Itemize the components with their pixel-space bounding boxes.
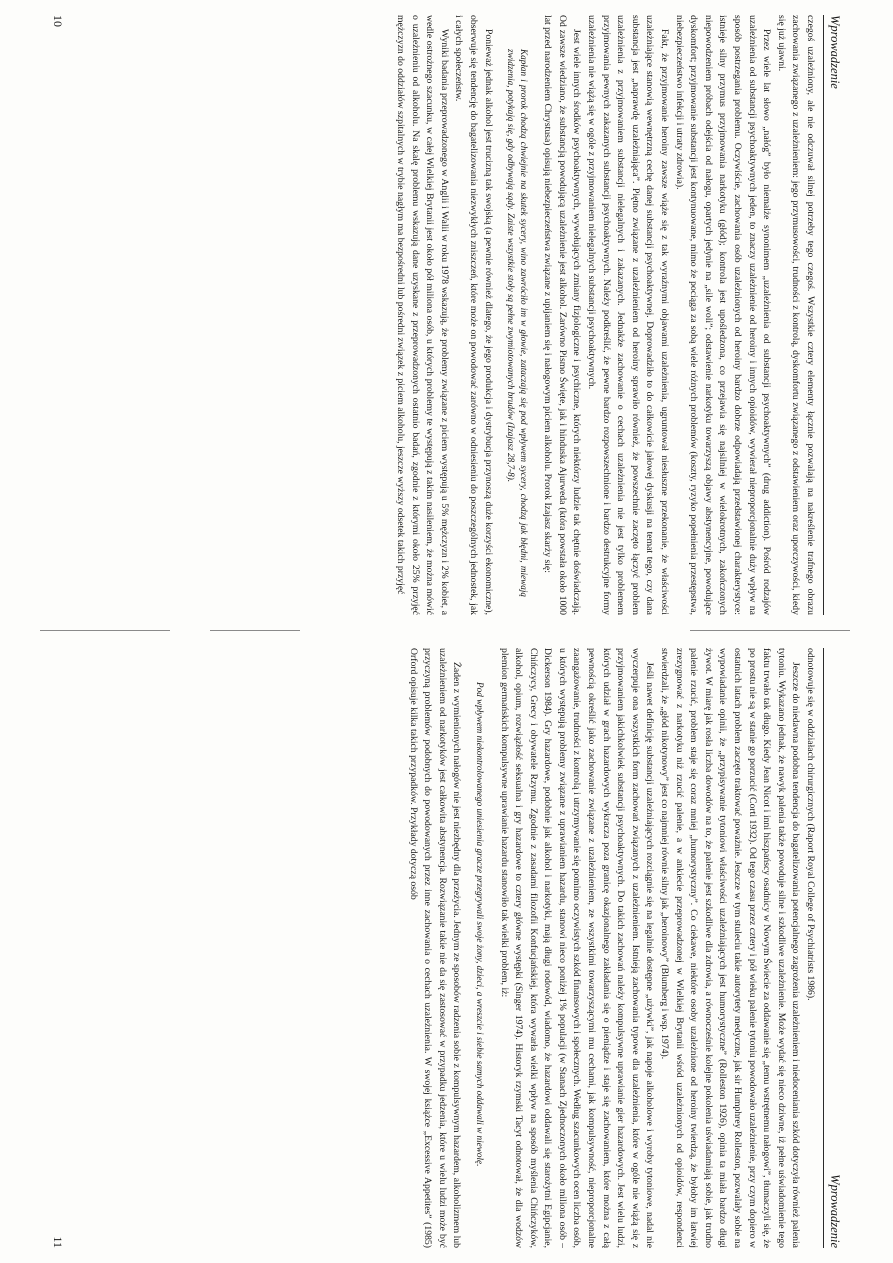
running-head: Wprowadzenie <box>823 648 846 1248</box>
gutter-divider <box>690 630 850 631</box>
paragraph: Jest wiele innych środków psychoaktywnych, wywołujących zmiany fizjologiczne i psychiczne, których niektórzy ludzie tak chętnie doświadczają. Od zawsze wiedziano, że substancją powodującą uzależnienie jest alkohol. Zarówno Pismo Święte, jak i hinduska Ajurweda (która powstała około 1000 lat przed narodzeniem Chrystusa) opisują niebezpieczeństwa związane z upijaniem się i nałogowym piciem alkoholu. Prorok Izajasz skarży się: <box>542 15 583 615</box>
body-text <box>75 648 823 1248</box>
body-text <box>75 15 823 615</box>
block-quote: Kapłan i prorok chodzą chwiejnie na skutek sycery, wino zawróciło im w głowie, zataczają się pod wpływem sycery, chodzą jak błędni, miewają zwidzenia, potykają się, gdy odbywają sądy. Zaiste wszystkie stoły są pełne zwymiotowanych brudów (Izajasz 28,7-8). <box>506 49 529 597</box>
paragraph: Wyniki badania przeprowadzonego w Anglii i Walii w roku 1978 wskazują, że problemy związane z piciem występują u 5% mężczyzn i 2% kobiet, a wedle ostrożnego szacunku, w całej Wielkiej Brytanii jest około pół miliona osób, u których problemy te występują z takim nasileniem, że można mówić o uzależnieniu od alkoholu. Na skalę problemu wskazują dane uzyskane z przeprowadzonych ostatnio badań, zgodnie z którymi około 25% przyjęć mężczyzn do oddziałów szpitalnych w trybie nagłym ma bezpośredni lub pośredni związek z piciem alkoholu, jeszcze wyższy odsetek takich przyjęć <box>394 15 450 615</box>
left-page <box>0 0 893 630</box>
paragraph: Przez wiele lat słowo „nałóg” było niemalże synonimem „uzależnienia od substancji psychoaktywnych” (drug addiction). Pośród rodzajów uzależnienia od substancji psychoaktywnych jeden, to znaczy uzależnienie od heroiny i innych opioidów, wywierał nieproporcjonalnie duży wpływ na sposób postrzegania problemu. Oczywiście, zachowania osób uzależnionych od heroiny bardzo dobrze odpowiadają przedstawionej charakterystyce: istnieje silny przymus przyjmowania narkotyku (głód); kontrola jest upośledzona, co przejawia się najsilniej w wielokrotnych, zakończonych niepowodzeniem próbach odejścia od nałogu, opartych jedynie na „sile woli”; odstawienie narkotyku towarzyszą objawy abstynencyjne, powodujące dyskomfort; przyjmowanie substancji jest kontynuowane, mimo że pociąga za sobą wiele różnych problemów (koszty, ryzyko popełnienia przestępstwa, niebezpieczeństwo infekcji i utraty zdrowia). <box>673 15 773 615</box>
page-number: 10 <box>51 15 65 27</box>
right-page-content <box>46 648 846 1248</box>
paragraph: odnotowuje się w oddziałach chirurgicznych (Raport Royal College of Psychiatrists 1986). <box>805 648 816 1001</box>
paragraph: Ponieważ jednak alkohol jest trucizną tak swojską (a pewnie również dlatego, że jego produkcja i dystrybucja przynoszą duże korzyści ekonomiczne), obserwuje się tendencję do bagatelizowania niezwykłych zniszczeń, które może on powodować zarówno w odniesieniu do poszczególnych jednostek, jak i całych społeczeństw. <box>453 15 494 615</box>
page-number: 11 <box>51 1236 65 1248</box>
paragraph: czegoś uzależniony, ale nie odczuwał silnej potrzeby tego czegoś. Wszystkie cztery elementy łącznie pozwalają na nakreślenie trafnego obrazu zachowania związanego z uzależnieniem: jego przymusowości, trudności z kontrolą, dyskomfortu związanego z odstawieniem oraz uporczywości, kiedy się już ujawni. <box>775 15 816 615</box>
gutter-divider <box>40 630 170 631</box>
left-page-content <box>46 15 846 615</box>
paragraph: Jeszcze do niedawna podobna tendencja do bagatelizowania potencjalnego zagrożenia uzależnieniem i niedoceniania szkód dotyczyła również palenia tytoniu. Wykazano jednak, że nawyk palenia także powoduje silne i szkodliwe uzależnienie. Może wydać się nieco dziwne, iż pełne uświadomienie tego faktu trwało tak długo. Kiedy Jean Nicot i inni hiszpańscy osadnicy w Nowym Świecie za oddawanie się „temu wstrętnemu nałogowi”, tłumaczyli się, że po prostu nie są w stanie go porzucić (Corti 1932). Od tego czasu przez cztery i pół wieku palenie tytoniu powodowało uzależnienie, przy czym dopiero w ostatnich latach problem zaczęto traktować poważnie. Jeszcze w tym stuleciu takie autorytety medyczne, jak sir Humphrey Rolleston, pozwalały sobie na wypowiadanie opinii, że „przypisywanie tytoniowi właściwości uzależniających jest humorystyczne” (Rolleston 1926), opinia ta miała bardzo długi żywot. W miarę jak rosła liczba dowodów na to, że palenie jest szkodliwe dla zdrowia, a równocześnie kolejne pokolenia uświadamiają sobie, jak trudno palenie rzucić, problem staje się coraz mniej „humorystyczny”. Co ciekawe, niektóre osoby uzależnione od heroiny twierdzą, że byłoby im łatwiej zrezygnować z narkotyku niż rzucić palenie, a w ankiecie przeprowadzonej w Wielkiej Brytanii wśród uzależnionych od opioidów, respondenci stwierdzali, że „głód nikotynowy” jest co najmniej równie silny jak „heroinowy” (Blumberg i wsp. 1974). <box>659 648 802 1248</box>
paragraph: Żaden z wymienionych nałogów nie jest niezbędny dla przeżycia. Jednym ze sposobów radzenia sobie z kompulsywnym hazardem, alkoholizmem lub uzależnieniem od narkotyków jest całkowita abstynencja. Rozwiązanie takie nie da się zastosować w przypadku jedzenia, które u wielu ludzi może być przyczyną problemów podobnych do powodowanych przez inne zachowania o cechach uzależnienia. W swojej książce „Excessive Appetites” (1985) Orford opisuje kilka takich przypadków. Przykłady dotyczą osób <box>407 648 463 1248</box>
block-quote: Pod wpływem niekontrolowanego uniesienia gracze przegrywali swoje żony, dzieci, a wreszcie i siebie samych oddawali w niewolę. <box>474 682 485 1167</box>
paragraph: Fakt, że przyjmowanie heroiny zawsze wiąże się z tak wyraźnymi objawami uzależnienia, ugruntował niesłuszne przekonanie, że właściwości uzależniające stanowią wewnętrzną cechę danej substancji psychoaktywnej. Doprowadziło to do całkowicie jałowej dyskusji na temat tego, czy dana substancja jest „naprawdę uzależniająca”. Piętno związane z uzależnieniem od heroiny sprawiło również, że powszechnie zaczęto łączyć problem uzależnienia z przyjmowaniem substancji nielegalnych i zakazanych. Jednakże zachowanie o cechach uzależnienia nie jest tylko problemem przyjmowania pewnych zakazanych substancji psychoaktywnych. Należy podkreślić, że pewne bardzo rozpowszechnione i bardzo destrukcyjne formy uzależnienia nie wiążą się w ogóle z przyjmowaniem nielegalnych substancji psychoaktywnych. <box>586 15 671 615</box>
gutter-divider <box>210 630 300 631</box>
right-page <box>0 633 893 1263</box>
running-head: Wprowadzenie <box>823 15 846 615</box>
paragraph: Jeśli nawet definicję substancji uzależniających rozciągnie się na legalnie dostępne „używki”, jak napoje alkoholowe i wyroby tytoniowe, nadal nie wyczerpuje ona wszystkich form zachowań związanych z uzależnieniem. Istnieją zachowania typowe dla uzależnienia, które w ogóle nie wiążą się z przyjmowaniem jakichkolwiek substancji psychoaktywnych. Do takich zachowań należy kompulsywne uprawianie gier hazardowych. Jest wielu ludzi, których udział w grach hazardowych wykracza poza granicę okazjonalnego zakładania się o pieniądze i staje się zachowaniem, które można z całą pewnością określić jako zachowanie związane z uzależnieniem, ze wszystkimi towarzyszącymi mu cechami, jak kompulsywność, nieproporcjonalne zaangażowanie, trudności z kontrolą i utrzymywanie się pomimo oczywistych szkód finansowych i społecznych. Według szacunkowych ocen liczba osób, u których występują problemy związane z uprawianiem hazardu, stanowi nieco poniżej 1% populacji (w Stanach Zjednoczonych około miliona osób – Dickerson 1984). Gry hazardowe, podobnie jak alkohol i narkotyki, mają długi rodowód, wiadomo, że hazardowi oddawali się starożytni Egipcjanie, Chińczycy, Grecy i obywatele Rzymu. Zgodnie z zasadami filozofii Konfucjańskiej, która wywarła wielki wpływ na sposób myślenia Chińczyków, alkohol, opium, rozwiązłość seksualna i gry hazardowe to cztery główne występki (Singer 1974). Historyk rzymski Tacyt odnotował, że dla wodzów plemion germańskich kompulsywne uprawianie hazardu stanowiło tak wielki problem, iż: <box>498 648 656 1248</box>
